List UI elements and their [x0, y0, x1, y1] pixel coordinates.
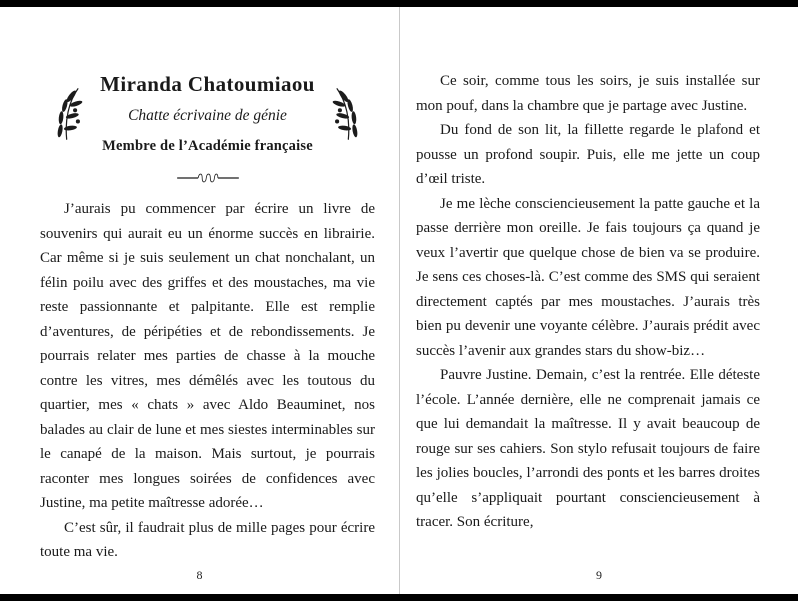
page-number: 8 [196, 568, 203, 582]
paragraph: Ce soir, comme tous les soirs, je suis installée sur mon pouf, dans la chambre que je partage avec Justine. [416, 73, 760, 114]
chapter-header [40, 73, 375, 184]
top-frame-bar [0, 0, 798, 7]
chapter-header-text [90, 73, 325, 155]
paragraph: Je me lèche consciencieusement la patte gauche et la passe derrière mon oreille. Je fais toujours ça quand je veux l’avertir que quelque chose de bien va se produire. Je sens ces choses-là. C’est comme des SMS qui seraient directement captés par mes moustaches. J’aurais très bien pu devenir une voyante célèbre. J’aurais prédit avec succès l’avenir aux grandes stars du show-biz… [416, 195, 760, 359]
chapter-header-row [40, 73, 375, 155]
book-subtitle: Chatte écrivaine de génie [128, 107, 287, 125]
olive-branch-left-icon [40, 85, 84, 143]
paragraph: Pauvre Justine. Demain, c’est la rentrée. Elle déteste l’école. L’année dernière, elle ne comprenait jamais ce que lui demandait la maîtresse. Il y avait beaucoup de rouge sur ses cahiers. Son stylo refusait toujours de faire les jolies boucles, l’arrondi des ponts et les barres droites qu’elle s’appliquait pourtant consciencieusement à tracer. Son écriture, [416, 367, 760, 530]
left-page [0, 7, 399, 594]
scribble-divider-icon [176, 172, 240, 184]
section-divider [40, 172, 375, 184]
olive-branch-right-icon [331, 85, 375, 143]
paragraph: J’aurais pu commencer par écrire un livre de souvenirs qui aurait eu un énorme succès en librairie. Car même si je suis seulement un chat nonchalant, un félin poilu avec des griffes et des moustaches, ma vie reste passionnante et palpitante. Elle est remplie d’aventures, de péripéties et de rebondissements. Je pourrais relater mes parties de chasse à la mouche contre les vitres, mes démêlés avec les toutous du quartier, mes « chats » avec Aldo Beauminet, nos balades au clair de lune et mes siestes interminables sur le canapé de la maison. Mais surtout, je pourrais raconter mes longues soirées de confidences avec Justine, ma petite maîtresse adorée… [40, 201, 375, 512]
page-number: 9 [596, 568, 602, 582]
paragraph: C’est sûr, il faudrait plus de mille pages pour écrire toute ma vie. [40, 519, 375, 561]
author-affiliation: Membre de l’Académie française [102, 138, 313, 155]
paragraph: Du fond de son lit, la fillette regarde le plafond et pousse un profond soupir. Puis, elle me jette un coup d’œil triste. [416, 122, 760, 187]
book-title: Miranda Chatoumiaou [100, 72, 315, 96]
right-page [400, 7, 798, 594]
bottom-frame-bar [0, 594, 798, 601]
